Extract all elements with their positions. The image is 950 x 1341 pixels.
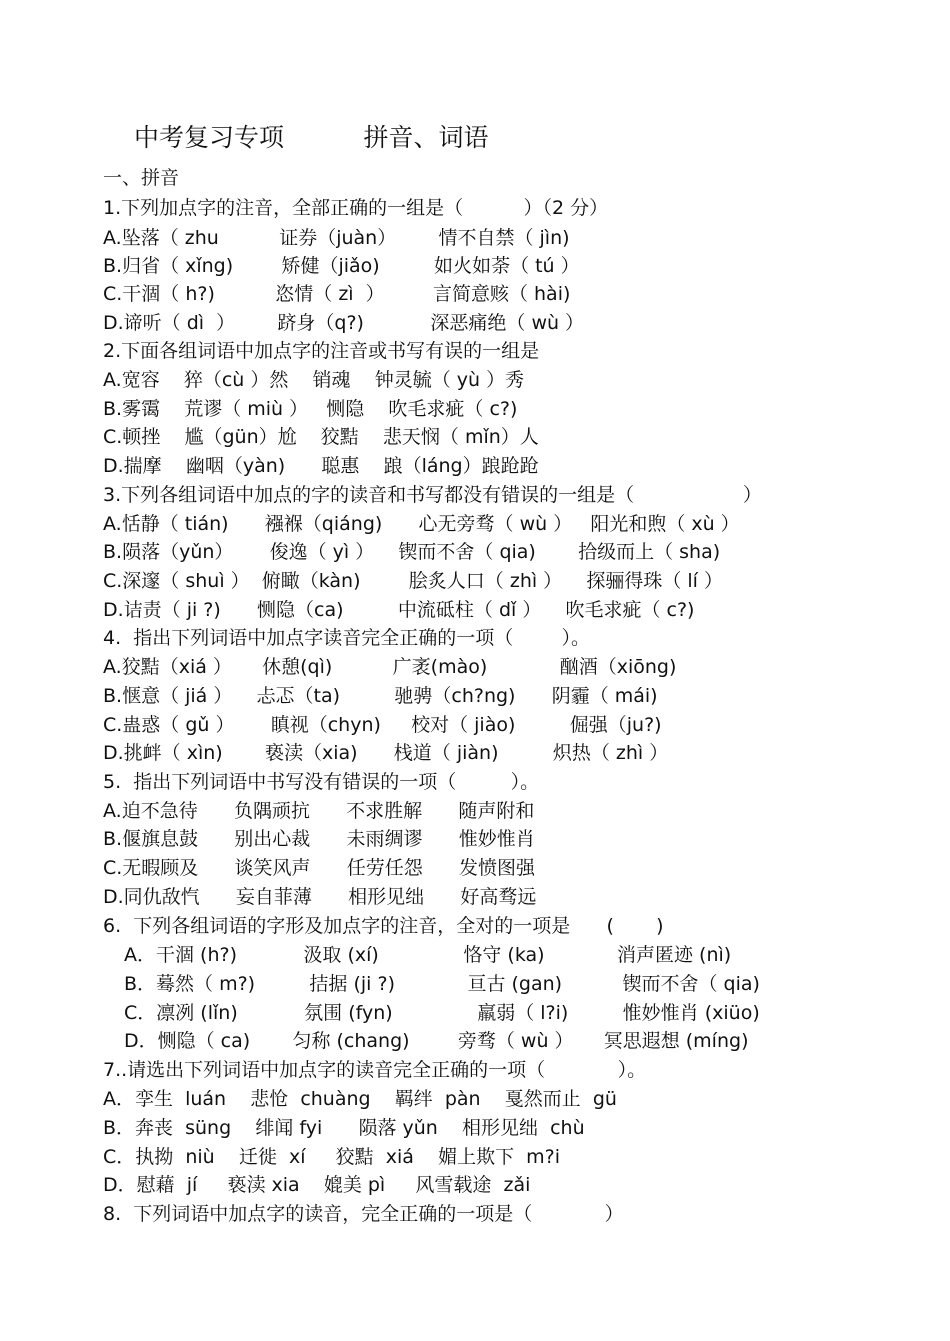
option-line: C.干涸（ h?) 恣情（ zì ） 言简意赅（ hài) [103,283,571,305]
question-1: 1.下列加点字的注音，全部正确的一组是（ ）（2 分） [103,197,609,219]
option-line: A．孪生 luán 悲怆 chuàng 羁绊 pàn 戛然而止 gü [103,1088,617,1110]
option-line: D.诘责（ ji ?) 恻隐（ca) 中流砥柱（ dǐ ） 吹毛求疵（ c?) [103,599,695,621]
option-line: B．奔丧 süng 绯闻 fyi 陨落 yǔn 相形见绌 chù [103,1117,585,1139]
option-line: D.同仇敌忾 妄自菲薄 相形见绌 好高骛远 [103,886,537,908]
option-line: B．蓦然（ m?) 拮据 (ji ?) 亘古 (gan) 锲而不舍（ qia) [124,973,760,995]
option-line: A.狡黠（xiá ） 休憩(qì) 广袤(mào) 酗酒（xiōng) [103,656,677,678]
option-line: B.偃旗息鼓 别出心裁 未雨绸谬 惟妙惟肖 [103,828,535,850]
option-line: C.无暇顾及 谈笑风声 任劳任怨 发愤图强 [103,857,536,879]
option-line: B.雾霭 荒谬（ miù ） 恻隐 吹毛求疵（ c?) [103,398,518,420]
option-line: B.归省（ xǐng) 矫健（jiǎo) 如火如荼（ tú ） [103,255,580,277]
option-line: B.惬意（ jiá ） 忐忑（ta) 驰骋（ch?ng) 阴霾（ mái) [103,685,658,707]
question-5: 5. 指出下列词语中书写没有错误的一项（ ）。 [103,771,540,793]
page-title: 中考复习专项 拼音、词语 [134,123,489,152]
option-line: D．慰藉 jí 亵渎 xia 媲美 pì 风雪载途 zǎi [103,1174,531,1196]
option-line: D．恻隐（ ca) 匀称 (chang) 旁骛（ wù ） 冥思遐想 (míng) [124,1030,749,1052]
option-line: C.深邃（ shuì ） 俯瞰（kàn) 脍炙人口（ zhì ） 探骊得珠（ lí ） [103,570,723,592]
question-4: 4. 指出下列词语中加点字读音完全正确的一项（ ）。 [103,627,591,649]
option-line: C．凛冽 (lǐn) 氛围 (fyn) 羸弱（ l?i) 惟妙惟肖 (xiüo) [124,1002,760,1024]
option-line: A．干涸 (h?) 汲取 (xí) 恪守 (ka) 消声匿迹 (nì) [124,944,732,966]
option-line: C.顿挫 尴（gün）尬 狡黠 悲天悯（ mǐn）人 [103,426,539,448]
question-7: 7..请选出下列词语中加点字的读音完全正确的一项（ ）。 [103,1059,647,1081]
option-line: D.揣摩 幽咽（yàn) 聪惠 踉（láng）踉跄跄 [103,455,539,477]
option-line: D.谛听（ dì ） 跻身（q?) 深恶痛绝（ wù ） [103,312,585,334]
question-2: 2.下面各组词语中加点字的注音或书写有误的一组是 [103,340,540,362]
option-line: C．执拗 niù 迁徙 xí 狡黠 xiá 媚上欺下 m?i [103,1146,561,1168]
option-line: A.迫不急待 负隅顽抗 不求胜解 随声附和 [103,800,535,822]
option-line: B.陨落（yǔn） 俊逸（ yì ） 锲而不舍（ qia) 拾级而上（ sha) [103,541,721,563]
question-8: 8. 下列词语中加点字的读音，完全正确的一项是（ ） [103,1203,624,1225]
section-heading: 一、拼音 [103,167,180,189]
option-line: A.宽容 猝（cù ）然 销魂 钟灵毓（ yù ）秀 [103,369,525,391]
option-line: D.挑衅（ xìn) 亵渎（xia) 栈道（ jiàn) 炽热（ zhì ） [103,742,669,764]
question-3: 3.下列各组词语中加点的字的读音和书写都没有错误的一组是（ ） [103,484,762,506]
option-line: A.恬静（ tián) 襁褓（qiáng) 心无旁骛（ wù ） 阳光和煦（ xù ） [103,513,740,535]
question-6: 6. 下列各组词语的字形及加点字的注音，全对的一项是 ( ) [103,915,664,937]
option-line: C.蛊惑（ gǔ ） 瞋视（chyn) 校对（ jiào) 倔强（ju?) [103,714,662,736]
option-line: A.坠落（ zhu 证券（juàn） 情不自禁（ jìn) [103,227,570,249]
